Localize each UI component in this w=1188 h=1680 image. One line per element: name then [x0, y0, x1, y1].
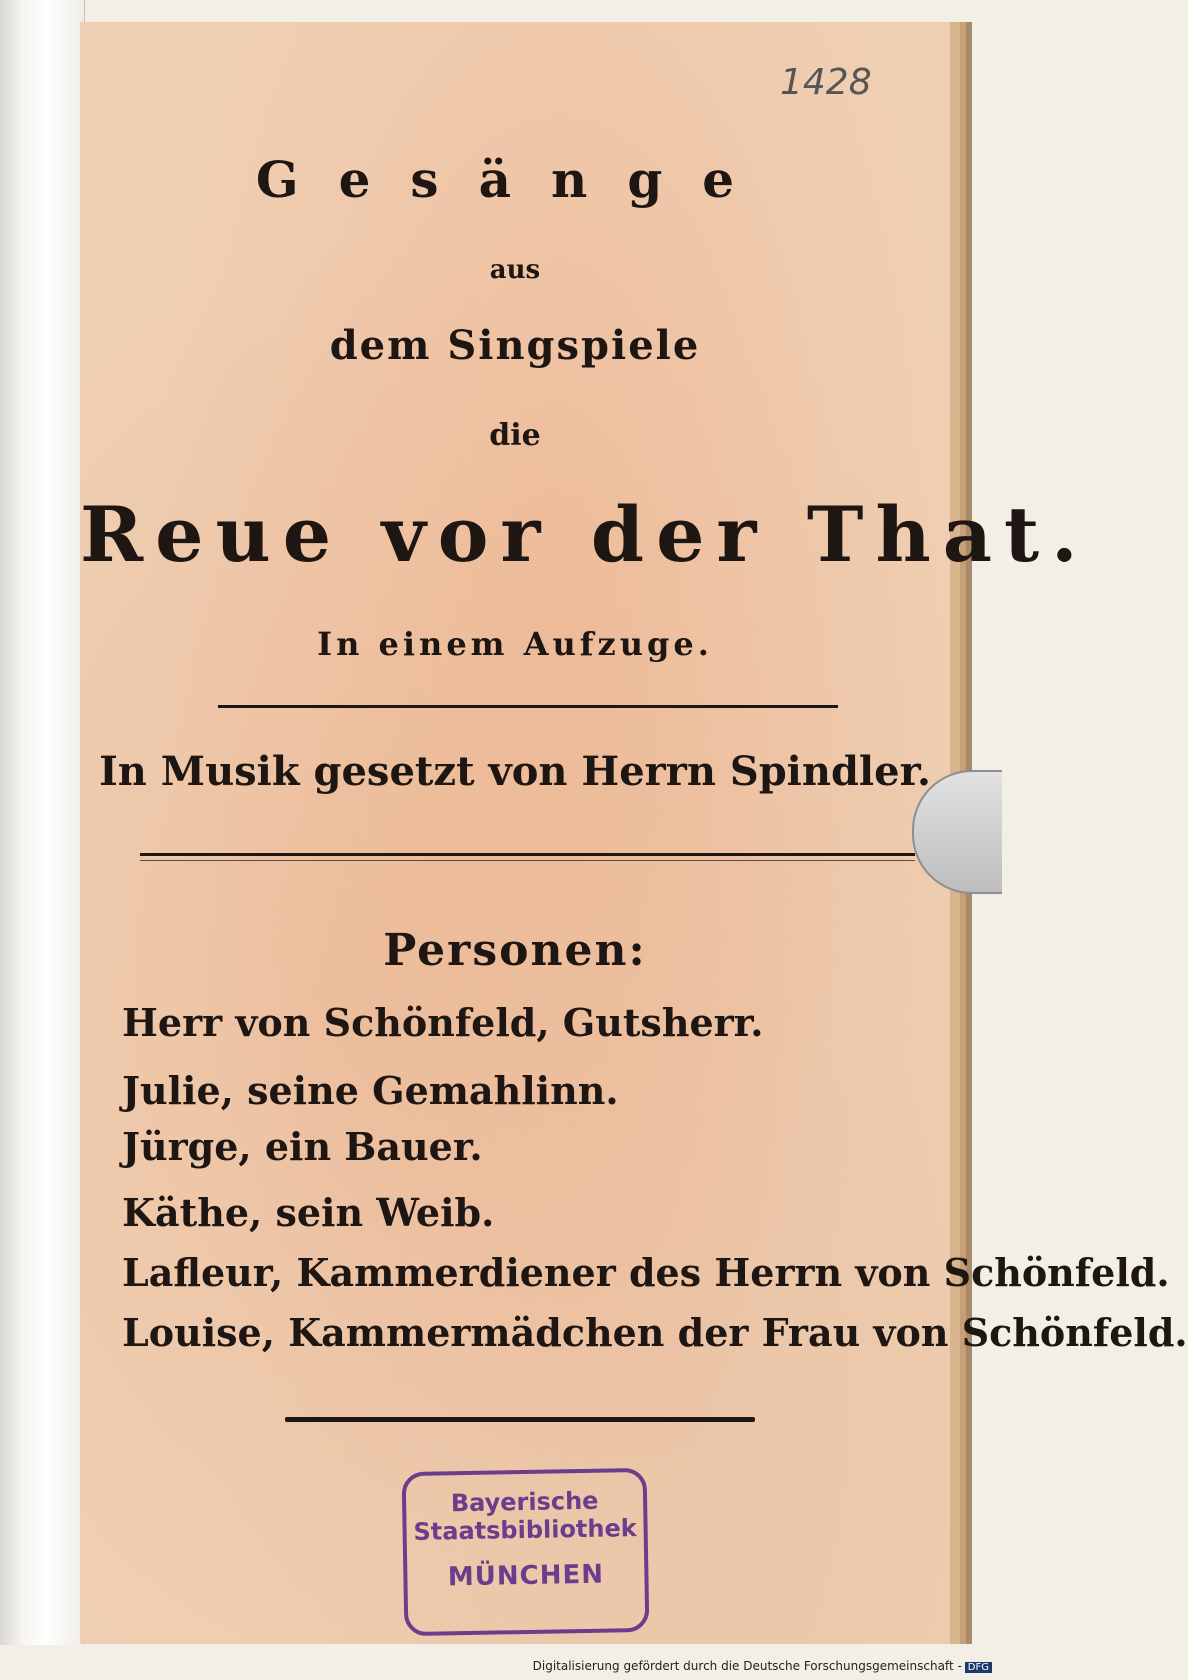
- stamp-line-3: MÜNCHEN: [447, 1559, 605, 1593]
- stamp-line-1: Bayerische: [450, 1486, 599, 1518]
- catalog-mark: 1428: [780, 62, 872, 103]
- person-juerge: Jürge, ein Bauer.: [122, 1124, 483, 1169]
- line-dem-singspiele: dem Singspiele: [329, 322, 701, 369]
- title-gesaenge: Gesänge: [255, 150, 775, 209]
- person-louise: Louise, Kammermädchen der Frau von Schönfeld.: [122, 1310, 1188, 1355]
- composer-line: In Musik gesetzt von Herrn Spindler.: [99, 748, 931, 795]
- double-rule-thin: [140, 860, 915, 861]
- library-stamp: [402, 1468, 650, 1636]
- bottom-rule: [285, 1417, 755, 1422]
- dfg-logo: DFG: [965, 1662, 992, 1673]
- credit-text: Digitalisierung gefördert durch die Deutsche Forschungsgemeinschaft -: [532, 1659, 962, 1673]
- stamp-line-2: Staatsbibliothek: [413, 1514, 637, 1546]
- person-julie: Julie, seine Gemahlinn.: [122, 1068, 619, 1113]
- divider-rule: [218, 705, 838, 708]
- line-aus: aus: [489, 255, 541, 285]
- double-rule: [140, 853, 915, 856]
- personen-heading: Personen:: [383, 925, 647, 976]
- person-lafleur: Lafleur, Kammerdiener des Herrn von Schönfeld.: [122, 1250, 1170, 1295]
- line-die: die: [489, 418, 541, 453]
- person-schoenfeld: Herr von Schönfeld, Gutsherr.: [122, 1000, 764, 1045]
- main-title: Reue vor der That.: [80, 490, 1090, 579]
- person-kaethe: Käthe, sein Weib.: [122, 1190, 495, 1235]
- digitization-credit: [533, 1659, 992, 1673]
- subtitle: In einem Aufzuge.: [317, 625, 713, 663]
- book-binding: [0, 0, 85, 1645]
